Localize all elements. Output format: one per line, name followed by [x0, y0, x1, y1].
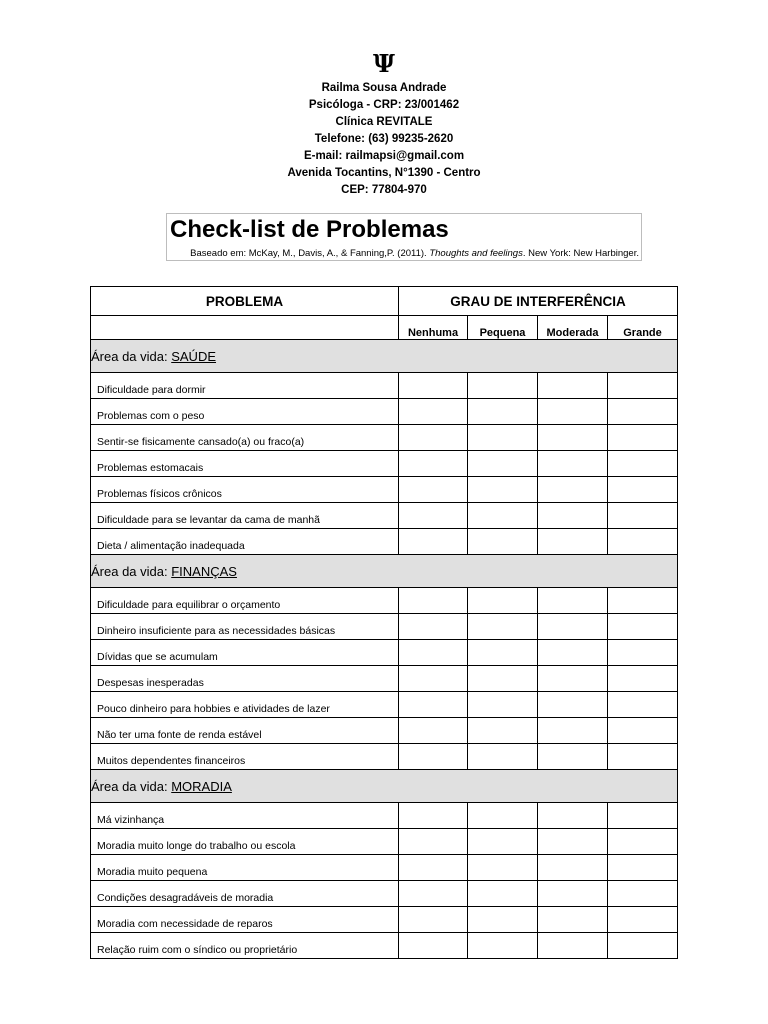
- table-row: [91, 529, 678, 555]
- rating-cell-grande[interactable]: [608, 829, 678, 855]
- rating-cell-pequena[interactable]: [468, 744, 538, 770]
- section-prefix: Área da vida:: [91, 778, 172, 794]
- level-header-nenhuma: Nenhuma: [399, 316, 468, 340]
- level-header-row: [91, 316, 678, 340]
- table-row: [91, 829, 678, 855]
- problem-label: Dieta / alimentação inadequada: [91, 529, 399, 555]
- rating-cell-pequena[interactable]: [468, 425, 538, 451]
- rating-cell-nenhuma[interactable]: [399, 373, 468, 399]
- rating-cell-moderada[interactable]: [538, 692, 608, 718]
- problem-checklist-table: [90, 286, 678, 959]
- rating-cell-nenhuma[interactable]: [399, 425, 468, 451]
- rating-cell-grande[interactable]: [608, 640, 678, 666]
- rating-cell-nenhuma[interactable]: [399, 640, 468, 666]
- rating-cell-moderada[interactable]: [538, 907, 608, 933]
- rating-cell-nenhuma[interactable]: [399, 855, 468, 881]
- section-area-name: SAÚDE: [171, 348, 217, 364]
- rating-cell-grande[interactable]: [608, 666, 678, 692]
- level-header-pequena: Pequena: [468, 316, 538, 340]
- problem-label: Moradia muito longe do trabalho ou escola: [91, 829, 399, 855]
- problem-label: Condições desagradáveis de moradia: [91, 881, 399, 907]
- section-heading: [91, 340, 678, 373]
- table-row: [91, 451, 678, 477]
- problem-label: Despesas inesperadas: [91, 666, 399, 692]
- rating-cell-pequena[interactable]: [468, 640, 538, 666]
- rating-cell-pequena[interactable]: [468, 614, 538, 640]
- table-row: [91, 803, 678, 829]
- rating-cell-moderada[interactable]: [538, 451, 608, 477]
- rating-cell-nenhuma[interactable]: [399, 881, 468, 907]
- rating-cell-moderada[interactable]: [538, 373, 608, 399]
- rating-cell-pequena[interactable]: [468, 529, 538, 555]
- rating-cell-nenhuma[interactable]: [399, 744, 468, 770]
- problem-label: Má vizinhança: [91, 803, 399, 829]
- table-row: [91, 399, 678, 425]
- rating-cell-moderada[interactable]: [538, 666, 608, 692]
- rating-cell-grande[interactable]: [608, 881, 678, 907]
- rating-cell-nenhuma[interactable]: [399, 907, 468, 933]
- rating-cell-pequena[interactable]: [468, 451, 538, 477]
- problem-label: Problemas com o peso: [91, 399, 399, 425]
- table-row: [91, 425, 678, 451]
- rating-cell-moderada[interactable]: [538, 744, 608, 770]
- rating-cell-moderada[interactable]: [538, 588, 608, 614]
- problem-label: Dívidas que se acumulam: [91, 640, 399, 666]
- table-row: [91, 588, 678, 614]
- table-row: [91, 718, 678, 744]
- problem-label: Dificuldade para se levantar da cama de manhã: [91, 503, 399, 529]
- rating-cell-nenhuma[interactable]: [399, 666, 468, 692]
- source-prefix: Baseado em: McKay, M., Davis, A., & Fanning,P. (2011).: [190, 248, 430, 259]
- level-header-grande: Grande: [608, 316, 678, 340]
- rating-cell-grande[interactable]: [608, 588, 678, 614]
- credential-text: Psicóloga - CRP: 23/001462: [308, 99, 460, 111]
- rating-cell-grande[interactable]: [608, 718, 678, 744]
- rating-cell-moderada[interactable]: [538, 477, 608, 503]
- table-row: [91, 503, 678, 529]
- section-prefix: Área da vida:: [91, 563, 172, 579]
- rating-cell-nenhuma[interactable]: [399, 529, 468, 555]
- source-book-title: Thoughts and feelings: [429, 248, 523, 259]
- section-heading: [91, 770, 678, 803]
- rating-cell-nenhuma[interactable]: [399, 588, 468, 614]
- rating-cell-nenhuma[interactable]: [399, 451, 468, 477]
- rating-cell-nenhuma[interactable]: [399, 503, 468, 529]
- source-citation: [190, 248, 639, 260]
- rating-cell-pequena[interactable]: [468, 829, 538, 855]
- rating-cell-nenhuma[interactable]: [399, 692, 468, 718]
- rating-cell-pequena[interactable]: [468, 907, 538, 933]
- table-row: [91, 373, 678, 399]
- rating-cell-moderada[interactable]: [538, 718, 608, 744]
- rating-cell-nenhuma[interactable]: [399, 399, 468, 425]
- rating-cell-nenhuma[interactable]: [399, 933, 468, 959]
- empty-header-cell: [91, 316, 399, 340]
- rating-cell-grande[interactable]: [608, 399, 678, 425]
- rating-cell-pequena[interactable]: [468, 503, 538, 529]
- rating-cell-moderada[interactable]: [538, 614, 608, 640]
- rating-cell-grande[interactable]: [608, 907, 678, 933]
- rating-cell-grande[interactable]: [608, 803, 678, 829]
- table-row: [91, 666, 678, 692]
- title-box: [166, 213, 642, 261]
- table-row: [91, 640, 678, 666]
- rating-cell-pequena[interactable]: [468, 477, 538, 503]
- problem-label: Muitos dependentes financeiros: [91, 744, 399, 770]
- cep-text: CEP: 77804-970: [341, 184, 427, 196]
- psychologist-name: Railma Sousa Andrade: [321, 82, 447, 94]
- problem-label: Sentir-se fisicamente cansado(a) ou fraco(a): [91, 425, 399, 451]
- rating-cell-moderada[interactable]: [538, 881, 608, 907]
- rating-cell-moderada[interactable]: [538, 399, 608, 425]
- rating-cell-grande[interactable]: [608, 477, 678, 503]
- rating-cell-pequena[interactable]: [468, 666, 538, 692]
- table-header-row: [91, 287, 678, 316]
- rating-cell-grande[interactable]: [608, 425, 678, 451]
- problem-label: Moradia muito pequena: [91, 855, 399, 881]
- rating-cell-nenhuma[interactable]: [399, 614, 468, 640]
- table-row: [91, 614, 678, 640]
- rating-cell-grande[interactable]: [608, 614, 678, 640]
- rating-cell-moderada[interactable]: [538, 803, 608, 829]
- rating-cell-nenhuma[interactable]: [399, 829, 468, 855]
- rating-cell-moderada[interactable]: [538, 829, 608, 855]
- rating-cell-nenhuma[interactable]: [399, 477, 468, 503]
- rating-cell-grande[interactable]: [608, 373, 678, 399]
- level-header-moderada: Moderada: [538, 316, 608, 340]
- rating-cell-moderada[interactable]: [538, 933, 608, 959]
- rating-cell-pequena[interactable]: [468, 881, 538, 907]
- contact-block: [0, 80, 768, 199]
- rating-cell-moderada[interactable]: [538, 503, 608, 529]
- rating-cell-grande[interactable]: [608, 855, 678, 881]
- rating-cell-grande[interactable]: [608, 503, 678, 529]
- rating-cell-moderada[interactable]: [538, 529, 608, 555]
- source-suffix: . New York: New Harbinger.: [522, 248, 639, 259]
- degree-column-header: GRAU DE INTERFERÊNCIA: [399, 287, 678, 316]
- table-row: [91, 477, 678, 503]
- psi-logo: Ψ: [373, 49, 395, 78]
- table-row: [91, 744, 678, 770]
- table-row: [91, 881, 678, 907]
- rating-cell-moderada[interactable]: [538, 855, 608, 881]
- rating-cell-grande[interactable]: [608, 451, 678, 477]
- rating-cell-pequena[interactable]: [468, 855, 538, 881]
- page-title: Check-list de Problemas: [170, 216, 449, 243]
- problem-label: Moradia com necessidade de reparos: [91, 907, 399, 933]
- section-row-saúde: [91, 340, 678, 373]
- table-row: [91, 907, 678, 933]
- rating-cell-pequena[interactable]: [468, 803, 538, 829]
- rating-cell-nenhuma[interactable]: [399, 718, 468, 744]
- problem-label: Dinheiro insuficiente para as necessidades básicas: [91, 614, 399, 640]
- rating-cell-pequena[interactable]: [468, 933, 538, 959]
- table-row: [91, 933, 678, 959]
- problem-label: Problemas físicos crônicos: [91, 477, 399, 503]
- rating-cell-pequena[interactable]: [468, 399, 538, 425]
- rating-cell-pequena[interactable]: [468, 373, 538, 399]
- problem-label: Dificuldade para equilibrar o orçamento: [91, 588, 399, 614]
- rating-cell-pequena[interactable]: [468, 692, 538, 718]
- section-prefix: Área da vida:: [91, 348, 172, 364]
- rating-cell-grande[interactable]: [608, 529, 678, 555]
- rating-cell-moderada[interactable]: [538, 425, 608, 451]
- problem-label: Não ter uma fonte de renda estável: [91, 718, 399, 744]
- rating-cell-nenhuma[interactable]: [399, 803, 468, 829]
- section-area-name: MORADIA: [171, 778, 232, 794]
- rating-cell-grande[interactable]: [608, 744, 678, 770]
- table-row: [91, 692, 678, 718]
- rating-cell-grande[interactable]: [608, 692, 678, 718]
- problem-label: Problemas estomacais: [91, 451, 399, 477]
- address-text: Avenida Tocantins, N°1390 - Centro: [287, 167, 481, 179]
- problem-label: Pouco dinheiro para hobbies e atividades de lazer: [91, 692, 399, 718]
- clinic-name: Clínica REVITALE: [335, 116, 433, 128]
- phone-text: Telefone: (63) 99235-2620: [314, 133, 454, 145]
- problem-column-header: PROBLEMA: [91, 287, 399, 316]
- table-row: [91, 855, 678, 881]
- rating-cell-pequena[interactable]: [468, 588, 538, 614]
- section-area-name: FINANÇAS: [171, 563, 237, 579]
- problem-label: Dificuldade para dormir: [91, 373, 399, 399]
- rating-cell-moderada[interactable]: [538, 640, 608, 666]
- problem-label: Relação ruim com o síndico ou proprietário: [91, 933, 399, 959]
- section-row-moradia: [91, 770, 678, 803]
- section-heading: [91, 555, 678, 588]
- section-row-finanças: [91, 555, 678, 588]
- rating-cell-pequena[interactable]: [468, 718, 538, 744]
- rating-cell-grande[interactable]: [608, 933, 678, 959]
- email-text: E-mail: railmapsi@gmail.com: [303, 150, 465, 162]
